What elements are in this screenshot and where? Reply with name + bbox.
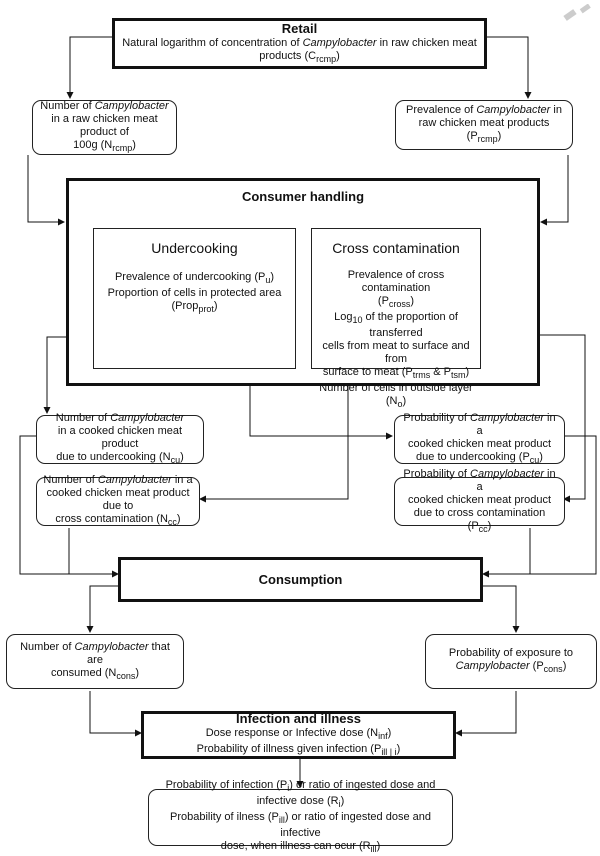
cross-line2: $(P_{cross})$ [377, 295, 415, 309]
infection-line2: Probability of illness given infection $(P_{ill | i})$ [196, 743, 401, 757]
outcome-line4: dose, when illness can ocur $(R_{ill})$ [220, 840, 381, 854]
cross-contamination-title: Cross contamination [332, 240, 460, 256]
p-cc-line1: Probability of Campylobacter in a [403, 467, 556, 493]
cross-line4: cells from meat to surface and from [322, 340, 470, 365]
p-rcmp-line1: Prevalence of Campylobacter in [406, 104, 562, 116]
outcome-line2: infective dose $(R_i)$ [256, 795, 345, 809]
p-cc-line3: due to cross contamination $(P_{cc})$ [413, 506, 546, 534]
p-cu-line2: cooked chicken meat product [407, 438, 552, 450]
consumption-title: Consumption [258, 571, 343, 587]
infection-illness-title: Infection and illness [236, 711, 361, 726]
n-cu-line3: due to undercooking $(N_{cu})$ [56, 451, 184, 465]
n-cc-line1: Number of Campylobacter in a [43, 474, 193, 486]
n-cu-box [36, 412, 204, 465]
n-cons-box [6, 634, 184, 689]
n-cu-line2: in a cooked chicken meat product [57, 425, 183, 450]
p-cu-box [394, 412, 565, 465]
consumption-box [118, 557, 483, 602]
cross-line6: Number of cells in outside layer $(N_o)$ [319, 382, 473, 409]
outcome-line1: Probability of infection $(P_i)$ or ratio of ingested dose and [165, 779, 436, 793]
n-rcmp-box [32, 100, 177, 155]
undercooking-line1: Prevalence of undercooking $(P_u)$ [114, 271, 275, 285]
undercooking-title: Undercooking [151, 240, 238, 256]
consumer-handling-title: Consumer handling [241, 189, 365, 204]
undercooking-box [93, 228, 296, 369]
p-cu-line3: due to undercooking $(P_{cu})$ [416, 451, 543, 465]
undercooking-line3: (Prop$_{prot}$) [171, 300, 218, 314]
retail-line1: Natural logarithm of concentration of Campylobacter in raw chicken meat [122, 37, 477, 49]
cross-line1: Prevalence of cross contamination [347, 269, 445, 294]
n-rcmp-line2: in a raw chicken meat product of [51, 113, 158, 138]
cross-line3: Log$_{10}$ of the proportion of transferred [334, 311, 458, 339]
p-rcmp-line2: raw chicken meat products $(P_{rcmp})$ [418, 117, 550, 144]
n-cu-line1: Number of Campylobacter [55, 412, 185, 424]
p-cons-line1: Probability of exposure to [448, 647, 574, 659]
p-rcmp-box [395, 100, 573, 150]
n-cons-line1: Number of Campylobacter that are [20, 640, 170, 666]
p-cons-box [425, 634, 597, 689]
undercooking-line2: Proportion of cells in protected area [107, 287, 282, 299]
outcome-box [148, 779, 453, 854]
p-cc-box [394, 467, 565, 534]
outcome-line3: Probability of ilness $(P_{ill})$ or ratio of ingested dose and infective [170, 811, 431, 839]
p-cons-line2: Campylobacter $(P_{cons})$ [455, 660, 567, 674]
n-cc-box [36, 474, 200, 527]
n-rcmp-line1: Number of Campylobacter [40, 100, 169, 112]
n-rcmp-line3: 100g $(N_{rcmp})$ [73, 139, 136, 153]
cross-line5: surface to meat ($P_{trms}$ & $P_{tsm}$) [322, 366, 470, 380]
retail-title: Retail [281, 21, 318, 36]
p-cc-line2: cooked chicken meat product [407, 493, 552, 506]
retail-line2: products $(C_{rcmp})$ [259, 50, 340, 64]
n-cc-line3: cross contamination $(N_{cc})$ [55, 513, 181, 527]
infection-line1: Dose response or Infective dose $(N_{inf})$ [205, 727, 392, 741]
n-cons-line2: consumed $(N_{cons})$ [50, 666, 140, 681]
cross-contamination-box [311, 228, 481, 409]
retail-box [112, 18, 487, 69]
n-cc-line2: cooked chicken meat product due to [46, 487, 190, 512]
infection-illness-box [141, 711, 456, 759]
p-cu-line1: Probability of Campylobacter in a [403, 412, 556, 437]
